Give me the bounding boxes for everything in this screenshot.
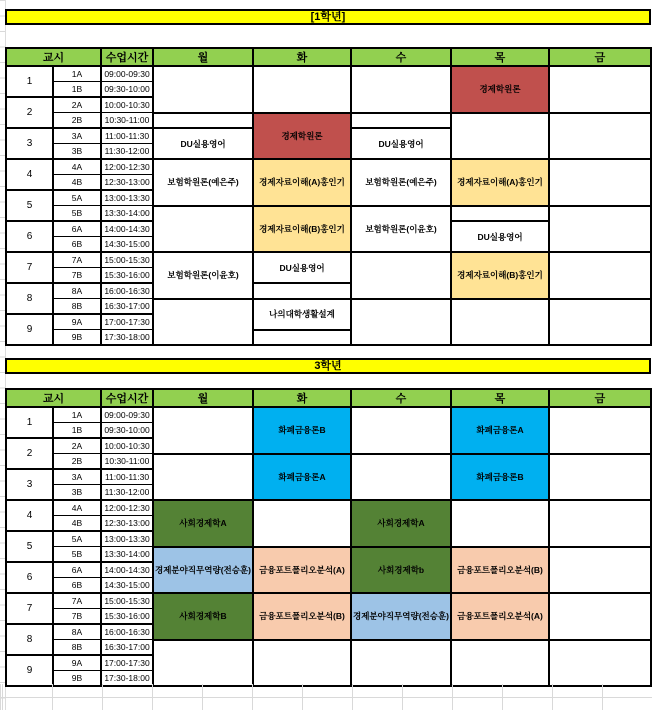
class-block[interactable]: 경제자료이해(B)홍인기 bbox=[253, 206, 351, 253]
class-block[interactable]: 경제학원론 bbox=[253, 113, 351, 160]
class-block[interactable]: DU실용영어 bbox=[351, 128, 451, 159]
class-block[interactable]: 경제자료이해(A)홍인기 bbox=[451, 159, 549, 206]
class-block[interactable]: 경제분야직무역량(전승훈) bbox=[153, 547, 253, 594]
time-cell[interactable]: 12:00-12:30 bbox=[101, 159, 153, 175]
period-cell[interactable]: 4 bbox=[6, 159, 53, 190]
period-cell[interactable]: 5 bbox=[6, 531, 53, 562]
class-block[interactable]: 보험학원론(예은주) bbox=[153, 159, 253, 206]
day-header[interactable]: 화 bbox=[253, 48, 351, 66]
empty-cell[interactable] bbox=[451, 299, 549, 346]
time-cell[interactable]: 11:30-12:00 bbox=[101, 144, 153, 160]
code-cell[interactable]: 7B bbox=[53, 609, 101, 625]
class-block[interactable]: 보험학원론(이윤호) bbox=[153, 252, 253, 299]
empty-cell[interactable] bbox=[549, 206, 651, 253]
timetable-grid bbox=[5, 47, 652, 346]
empty-cell[interactable] bbox=[451, 500, 549, 547]
class-block[interactable]: 금융포트폴리오분석(B) bbox=[451, 547, 549, 594]
class-block[interactable]: 화폐금융론B bbox=[253, 407, 351, 454]
empty-cell[interactable] bbox=[549, 66, 651, 113]
day-header[interactable]: 목 bbox=[451, 389, 549, 407]
empty-cell[interactable] bbox=[351, 252, 451, 299]
empty-cell[interactable] bbox=[153, 206, 253, 253]
code-cell[interactable]: 7A bbox=[53, 252, 101, 268]
day-header[interactable]: 목 bbox=[451, 48, 549, 66]
class-block[interactable]: 금융포트폴리오분석(A) bbox=[253, 547, 351, 594]
day-header[interactable]: 수 bbox=[351, 48, 451, 66]
empty-cell[interactable] bbox=[549, 407, 651, 454]
empty-cell[interactable] bbox=[549, 593, 651, 640]
code-cell[interactable]: 1B bbox=[53, 82, 101, 98]
time-cell[interactable]: 14:00-14:30 bbox=[101, 221, 153, 237]
time-cell[interactable]: 10:00-10:30 bbox=[101, 438, 153, 454]
class-block[interactable]: 보험학원론(이윤호) bbox=[351, 206, 451, 253]
code-cell[interactable]: 5B bbox=[53, 547, 101, 563]
empty-cell[interactable] bbox=[153, 407, 253, 454]
empty-cell[interactable] bbox=[451, 640, 549, 687]
code-cell[interactable]: 2A bbox=[53, 97, 101, 113]
time-cell[interactable]: 09:30-10:00 bbox=[101, 82, 153, 98]
empty-cell[interactable] bbox=[253, 66, 351, 113]
class-block[interactable]: 사회경제학b bbox=[351, 547, 451, 594]
time-cell[interactable]: 09:00-09:30 bbox=[101, 407, 153, 423]
code-cell[interactable]: 8B bbox=[53, 640, 101, 656]
period-cell[interactable]: 8 bbox=[6, 624, 53, 655]
time-cell[interactable]: 15:30-16:00 bbox=[101, 268, 153, 284]
time-cell[interactable]: 16:00-16:30 bbox=[101, 624, 153, 640]
empty-cell[interactable] bbox=[351, 640, 451, 687]
time-cell[interactable]: 13:00-13:30 bbox=[101, 531, 153, 547]
empty-cell[interactable] bbox=[253, 500, 351, 547]
period-cell[interactable]: 2 bbox=[6, 97, 53, 128]
empty-cell[interactable] bbox=[451, 113, 549, 160]
code-cell[interactable]: 6B bbox=[53, 578, 101, 594]
class-block[interactable]: 경제자료이해(A)홍인기 bbox=[253, 159, 351, 206]
code-cell[interactable]: 9B bbox=[53, 330, 101, 346]
day-header[interactable]: 월 bbox=[153, 48, 253, 66]
code-cell[interactable]: 4B bbox=[53, 175, 101, 191]
time-column-header[interactable]: 수업시간 bbox=[101, 48, 153, 66]
class-block[interactable]: 화폐금융론B bbox=[451, 454, 549, 501]
class-block[interactable]: DU실용영어 bbox=[253, 252, 351, 283]
period-cell[interactable]: 7 bbox=[6, 593, 53, 624]
empty-cell[interactable] bbox=[153, 640, 253, 687]
time-cell[interactable]: 11:00-11:30 bbox=[101, 469, 153, 485]
time-cell[interactable]: 14:00-14:30 bbox=[101, 562, 153, 578]
code-cell[interactable]: 7B bbox=[53, 268, 101, 284]
empty-cell[interactable] bbox=[549, 252, 651, 299]
time-cell[interactable]: 10:30-11:00 bbox=[101, 113, 153, 129]
code-cell[interactable]: 9A bbox=[53, 655, 101, 671]
code-cell[interactable]: 5A bbox=[53, 531, 101, 547]
class-block[interactable]: 경제분야직무역량(전승훈) bbox=[351, 593, 451, 640]
time-cell[interactable]: 09:00-09:30 bbox=[101, 66, 153, 82]
day-header[interactable]: 금 bbox=[549, 389, 651, 407]
empty-cell[interactable] bbox=[549, 500, 651, 547]
code-cell[interactable]: 5A bbox=[53, 190, 101, 206]
empty-cell[interactable] bbox=[549, 454, 651, 501]
code-cell[interactable]: 6A bbox=[53, 562, 101, 578]
spreadsheet-gridlines bbox=[0, 684, 652, 710]
time-cell[interactable]: 17:30-18:00 bbox=[101, 671, 153, 687]
code-cell[interactable]: 1B bbox=[53, 423, 101, 439]
class-block[interactable]: 화폐금융론A bbox=[451, 407, 549, 454]
time-cell[interactable]: 11:30-12:00 bbox=[101, 485, 153, 501]
period-cell[interactable]: 1 bbox=[6, 407, 53, 438]
class-block[interactable]: 나의대학생활설계 bbox=[253, 299, 351, 330]
period-cell[interactable]: 9 bbox=[6, 314, 53, 345]
code-cell[interactable]: 9B bbox=[53, 671, 101, 687]
empty-cell[interactable] bbox=[253, 283, 351, 299]
grade1-banner[interactable]: [1학년] bbox=[5, 9, 651, 25]
time-cell[interactable]: 14:30-15:00 bbox=[101, 237, 153, 253]
grade3-banner[interactable]: 3학년 bbox=[5, 358, 651, 374]
time-column-header[interactable]: 수업시간 bbox=[101, 389, 153, 407]
period-cell[interactable]: 1 bbox=[6, 66, 53, 97]
empty-cell[interactable] bbox=[153, 113, 253, 129]
class-block[interactable]: 화폐금융론A bbox=[253, 454, 351, 501]
period-cell[interactable]: 8 bbox=[6, 283, 53, 314]
code-cell[interactable]: 4A bbox=[53, 159, 101, 175]
timetable-grid bbox=[5, 388, 652, 687]
empty-cell[interactable] bbox=[451, 206, 549, 222]
empty-cell[interactable] bbox=[549, 547, 651, 594]
empty-cell[interactable] bbox=[549, 640, 651, 687]
time-cell[interactable]: 17:00-17:30 bbox=[101, 314, 153, 330]
period-cell[interactable]: 9 bbox=[6, 655, 53, 686]
class-block[interactable]: 경제자료이해(B)홍인기 bbox=[451, 252, 549, 299]
time-cell[interactable]: 10:30-11:00 bbox=[101, 454, 153, 470]
class-block[interactable]: DU실용영어 bbox=[451, 221, 549, 252]
empty-cell[interactable] bbox=[153, 299, 253, 346]
empty-cell[interactable] bbox=[549, 159, 651, 206]
period-cell[interactable]: 6 bbox=[6, 562, 53, 593]
time-cell[interactable]: 09:30-10:00 bbox=[101, 423, 153, 439]
time-cell[interactable]: 16:30-17:00 bbox=[101, 640, 153, 656]
code-cell[interactable]: 4A bbox=[53, 500, 101, 516]
period-cell[interactable]: 3 bbox=[6, 128, 53, 159]
day-header[interactable]: 화 bbox=[253, 389, 351, 407]
period-cell[interactable]: 6 bbox=[6, 221, 53, 252]
class-block[interactable]: DU실용영어 bbox=[153, 128, 253, 159]
code-cell[interactable]: 7A bbox=[53, 593, 101, 609]
empty-cell[interactable] bbox=[351, 454, 451, 501]
time-cell[interactable]: 14:30-15:00 bbox=[101, 578, 153, 594]
period-cell[interactable]: 5 bbox=[6, 190, 53, 221]
grade1-timetable bbox=[5, 47, 652, 346]
time-cell[interactable]: 15:00-15:30 bbox=[101, 593, 153, 609]
code-cell[interactable]: 1A bbox=[53, 407, 101, 423]
code-cell[interactable]: 3A bbox=[53, 469, 101, 485]
empty-cell[interactable] bbox=[153, 454, 253, 501]
class-block[interactable]: 금융포트폴리오분석(B) bbox=[253, 593, 351, 640]
code-cell[interactable]: 9A bbox=[53, 314, 101, 330]
period-cell[interactable]: 7 bbox=[6, 252, 53, 283]
period-cell[interactable]: 3 bbox=[6, 469, 53, 500]
time-cell[interactable]: 13:30-14:00 bbox=[101, 206, 153, 222]
code-cell[interactable]: 8A bbox=[53, 624, 101, 640]
time-cell[interactable]: 15:00-15:30 bbox=[101, 252, 153, 268]
class-block[interactable]: 사회경제학B bbox=[153, 593, 253, 640]
code-cell[interactable]: 2B bbox=[53, 113, 101, 129]
code-cell[interactable]: 2B bbox=[53, 454, 101, 470]
class-block[interactable]: 금융포트폴리오분석(A) bbox=[451, 593, 549, 640]
code-cell[interactable]: 8B bbox=[53, 299, 101, 315]
empty-cell[interactable] bbox=[351, 113, 451, 129]
empty-cell[interactable] bbox=[351, 299, 451, 346]
code-cell[interactable]: 6B bbox=[53, 237, 101, 253]
code-cell[interactable]: 2A bbox=[53, 438, 101, 454]
empty-cell[interactable] bbox=[351, 66, 451, 113]
code-cell[interactable]: 8A bbox=[53, 283, 101, 299]
time-cell[interactable]: 16:30-17:00 bbox=[101, 299, 153, 315]
empty-cell[interactable] bbox=[549, 113, 651, 160]
time-cell[interactable]: 17:30-18:00 bbox=[101, 330, 153, 346]
code-cell[interactable]: 4B bbox=[53, 516, 101, 532]
period-column-header[interactable]: 교시 bbox=[6, 389, 101, 407]
time-cell[interactable]: 10:00-10:30 bbox=[101, 97, 153, 113]
time-cell[interactable]: 15:30-16:00 bbox=[101, 609, 153, 625]
class-block[interactable]: 경제학원론 bbox=[451, 66, 549, 113]
day-header[interactable]: 수 bbox=[351, 389, 451, 407]
time-cell[interactable]: 13:30-14:00 bbox=[101, 547, 153, 563]
code-cell[interactable]: 5B bbox=[53, 206, 101, 222]
empty-cell[interactable] bbox=[253, 330, 351, 346]
grade3-timetable bbox=[5, 388, 652, 687]
time-cell[interactable]: 16:00-16:30 bbox=[101, 283, 153, 299]
class-block[interactable]: 사회경제학A bbox=[351, 500, 451, 547]
time-cell[interactable]: 12:00-12:30 bbox=[101, 500, 153, 516]
time-cell[interactable]: 17:00-17:30 bbox=[101, 655, 153, 671]
class-block[interactable]: 보험학원론(예은주) bbox=[351, 159, 451, 206]
empty-cell[interactable] bbox=[153, 66, 253, 113]
code-cell[interactable]: 3A bbox=[53, 128, 101, 144]
period-cell[interactable]: 2 bbox=[6, 438, 53, 469]
empty-cell[interactable] bbox=[549, 299, 651, 346]
time-cell[interactable]: 13:00-13:30 bbox=[101, 190, 153, 206]
code-cell[interactable]: 3B bbox=[53, 485, 101, 501]
empty-cell[interactable] bbox=[253, 640, 351, 687]
code-cell[interactable]: 6A bbox=[53, 221, 101, 237]
code-cell[interactable]: 3B bbox=[53, 144, 101, 160]
day-header[interactable]: 금 bbox=[549, 48, 651, 66]
time-cell[interactable]: 12:30-13:00 bbox=[101, 175, 153, 191]
day-header[interactable]: 월 bbox=[153, 389, 253, 407]
time-cell[interactable]: 12:30-13:00 bbox=[101, 516, 153, 532]
empty-cell[interactable] bbox=[351, 407, 451, 454]
class-block[interactable]: 사회경제학A bbox=[153, 500, 253, 547]
period-cell[interactable]: 4 bbox=[6, 500, 53, 531]
code-cell[interactable]: 1A bbox=[53, 66, 101, 82]
time-cell[interactable]: 11:00-11:30 bbox=[101, 128, 153, 144]
period-column-header[interactable]: 교시 bbox=[6, 48, 101, 66]
